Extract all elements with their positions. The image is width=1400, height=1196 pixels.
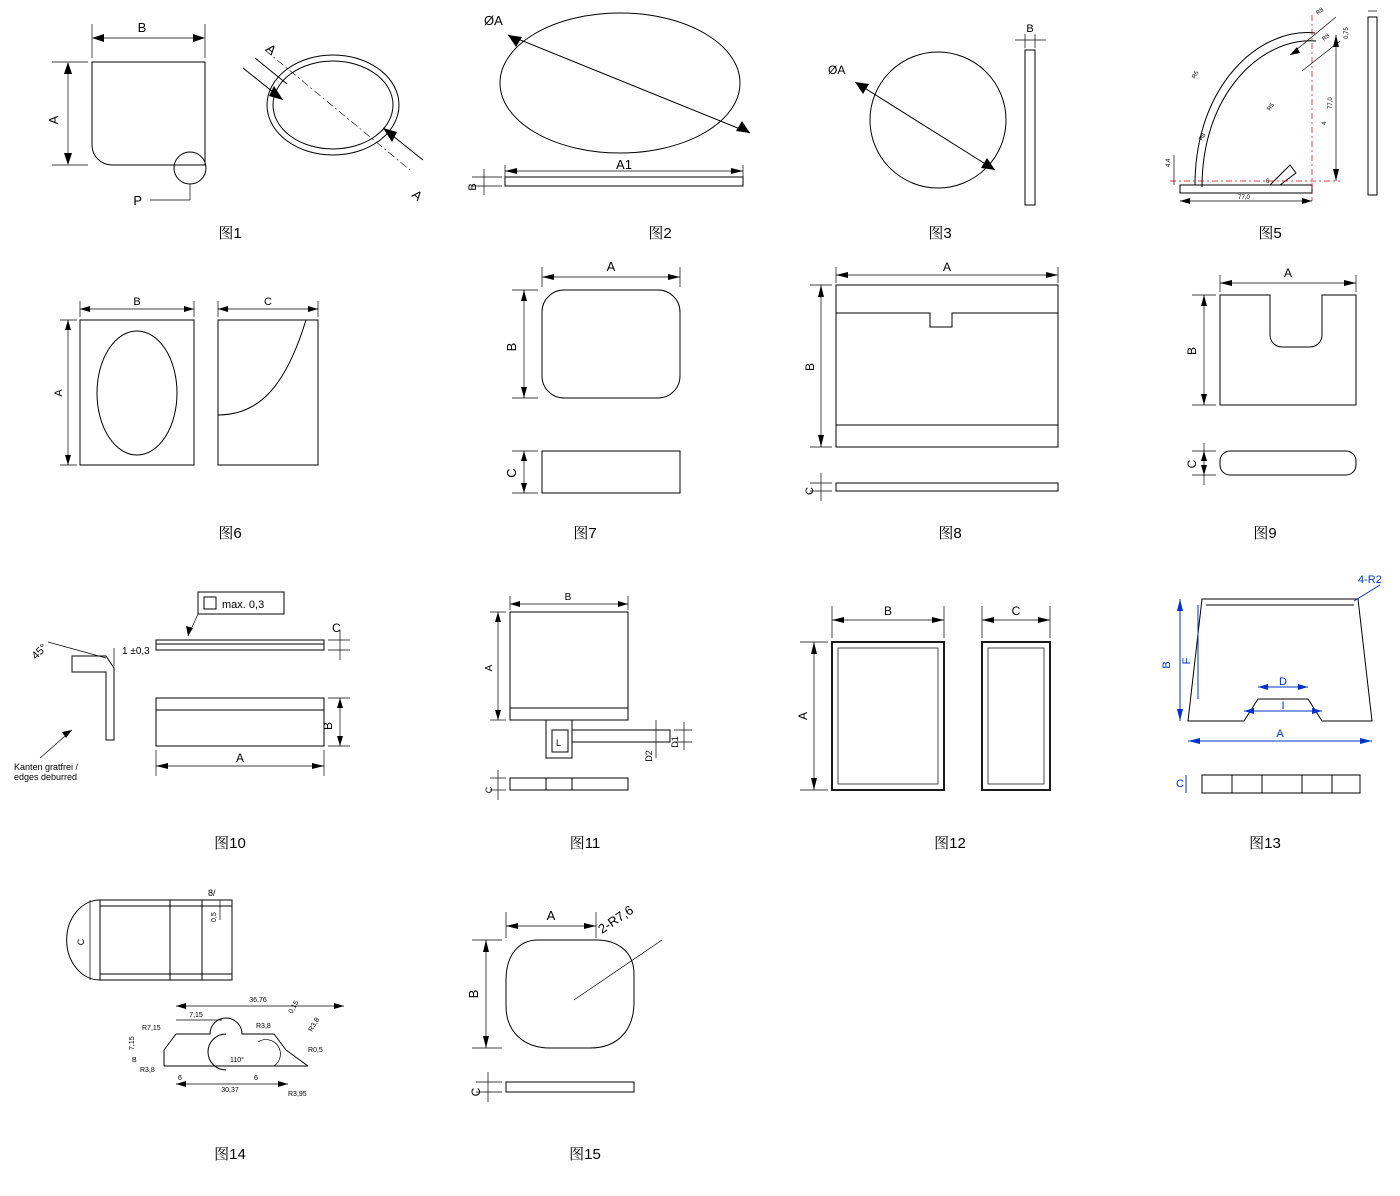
figure-15-caption: 图15	[569, 1146, 601, 1163]
figure-6-drawing	[50, 285, 330, 495]
fig5-dim-6: 6	[1266, 179, 1270, 185]
fig14-dim-110deg: 110°	[230, 1057, 244, 1064]
fig15-dim-A: A	[546, 908, 556, 923]
fig14-dim-C: C	[76, 938, 86, 946]
fig14-dim-6b: 6	[254, 1075, 258, 1082]
fig2-dim-A1: A1	[616, 157, 632, 172]
fig8-dim-C: C	[804, 487, 816, 495]
figure-5-caption: 图5	[1258, 225, 1282, 242]
fig11-dim-B: B	[564, 592, 572, 603]
fig13-dim-I: I	[1281, 700, 1285, 712]
figure-12-caption: 图12	[934, 835, 966, 852]
fig12-dim-B: B	[883, 604, 893, 618]
fig13-dim-A: A	[1276, 728, 1284, 740]
fig9-dim-C: C	[1185, 459, 1199, 469]
figure-1b-drawing	[225, 20, 455, 220]
fig10-dim-C: C	[332, 621, 341, 635]
fig5-label-R5: R5	[1191, 70, 1201, 80]
figure-5-drawing	[1140, 5, 1390, 210]
fig6-dim-A: A	[53, 389, 65, 397]
fig3-dim-diaA: ØA	[828, 63, 846, 77]
fig14-dim-715: 7,15	[189, 1012, 203, 1019]
fig10-dim-B: B	[321, 721, 335, 731]
fig14-dim-715b: 7,15	[129, 1036, 136, 1050]
fig14-dim-05: 0,5	[211, 912, 218, 922]
fig14-dim-3676: 36,76	[249, 997, 267, 1004]
fig14-dim-015: 0,15	[287, 999, 301, 1015]
fig5-dim-4: 4	[1322, 121, 1328, 125]
fig15-dim-C: C	[469, 1087, 483, 1097]
fig5-dim-77a: 77,0	[1238, 195, 1250, 201]
fig1-dim-B: B	[137, 20, 147, 35]
figure-3-drawing	[810, 20, 1050, 210]
figure-2-caption: 图2	[648, 225, 672, 242]
fig5-dim-77b: 77,0	[1328, 97, 1334, 109]
figure-8-drawing	[800, 255, 1090, 520]
fig14-dim-R715: R7,15	[142, 1025, 161, 1032]
fig5-dim-075: 0,75	[1344, 27, 1350, 39]
fig15-label-2R76: 2-R7,6	[595, 902, 637, 937]
fig10-dim-A: A	[235, 751, 245, 765]
figure-10-drawing	[10, 580, 370, 815]
figure-7-caption: 图7	[573, 525, 597, 542]
fig14-dim-3037: 30,37	[221, 1087, 239, 1094]
fig13-dim-D: D	[1279, 676, 1287, 688]
fig5-label-R8a: R8	[1315, 7, 1326, 17]
figure-6-caption: 图6	[218, 525, 242, 542]
fig10-flatness-value: max. 0,3	[222, 599, 265, 611]
fig8-dim-A: A	[942, 260, 952, 274]
fig6-dim-B: B	[133, 296, 141, 308]
fig14-dim-R38b: R3,8	[256, 1023, 271, 1030]
fig11-dim-L: L	[556, 738, 562, 748]
fig1-dim-A: A	[46, 115, 61, 125]
fig11-dim-A: A	[484, 664, 495, 672]
figure-8-caption: 图8	[938, 525, 962, 542]
fig13-label-4R2: 4-R2	[1358, 574, 1382, 586]
figure-14-drawing	[60, 880, 370, 1130]
figure-3-caption: 图3	[928, 225, 952, 242]
fig15-dim-B: B	[466, 989, 481, 999]
fig1b-section-label-right: A	[409, 186, 426, 204]
fig1b-section-label-left: A	[263, 40, 280, 58]
figure-11-drawing	[460, 590, 710, 815]
fig10-label-1pm03: 1 ±0,3	[122, 646, 150, 657]
figure-12-drawing	[790, 590, 1090, 815]
figure-11-caption: 图11	[569, 835, 601, 852]
fig14-surface-symbol: 8/	[208, 888, 216, 898]
fig14-dim-R38c: R3,8	[307, 1016, 322, 1033]
fig6-dim-C: C	[264, 296, 272, 308]
fig13-dim-F: F	[1181, 657, 1193, 665]
fig7-dim-A: A	[606, 259, 616, 274]
figure-9-caption: 图9	[1253, 525, 1277, 542]
fig12-dim-A: A	[796, 711, 810, 721]
fig12-dim-C: C	[1011, 604, 1021, 618]
fig11-dim-C: C	[484, 786, 494, 794]
fig9-dim-B: B	[1185, 346, 1199, 356]
figure-10-caption: 图10	[214, 835, 246, 852]
figure-1-drawing	[30, 10, 240, 220]
fig14-dim-B: B	[132, 1057, 137, 1064]
figure-15-drawing	[450, 890, 730, 1120]
fig11-dim-D2: D2	[644, 750, 654, 762]
figure-13-caption: 图13	[1249, 835, 1281, 852]
fig5-label-R8b: R8	[1321, 33, 1332, 43]
figure-14-caption: 图14	[214, 1146, 246, 1163]
fig14-dim-6a: 6	[178, 1075, 182, 1082]
figure-2-drawing	[460, 5, 790, 210]
fig14-dim-R395: R3,95	[288, 1091, 307, 1098]
fig7-dim-C: C	[504, 468, 519, 478]
fig3-dim-B: B	[1026, 23, 1034, 35]
figure-13-drawing	[1140, 575, 1390, 815]
fig5-label-R8c: R8	[1198, 132, 1208, 142]
fig14-dim-R05: R0,5	[308, 1047, 323, 1054]
figure-9-drawing	[1170, 255, 1390, 520]
fig13-dim-C: C	[1176, 778, 1184, 790]
fig8-dim-B: B	[803, 362, 817, 372]
fig2-dim-diaA: ØA	[484, 13, 503, 28]
fig7-dim-B: B	[504, 342, 519, 352]
fig10-note-en: edges deburred	[14, 772, 78, 782]
fig13-dim-B: B	[1161, 661, 1173, 669]
figure-1-caption: 图1	[218, 225, 242, 242]
fig9-dim-A: A	[1283, 266, 1293, 280]
fig5-label-R5b: R5	[1266, 102, 1277, 113]
fig14-dim-R38a: R3,8	[140, 1067, 155, 1074]
fig5-dim-44: 4,4	[1166, 158, 1172, 167]
fig10-label-45deg: 45°	[29, 641, 50, 663]
fig2-dim-B: B	[467, 183, 479, 191]
fig1-label-P: P	[133, 193, 142, 208]
fig11-dim-D1: D1	[670, 736, 680, 748]
figure-7-drawing	[480, 255, 730, 520]
fig10-note-de: Kanten gratfrei /	[14, 762, 79, 772]
